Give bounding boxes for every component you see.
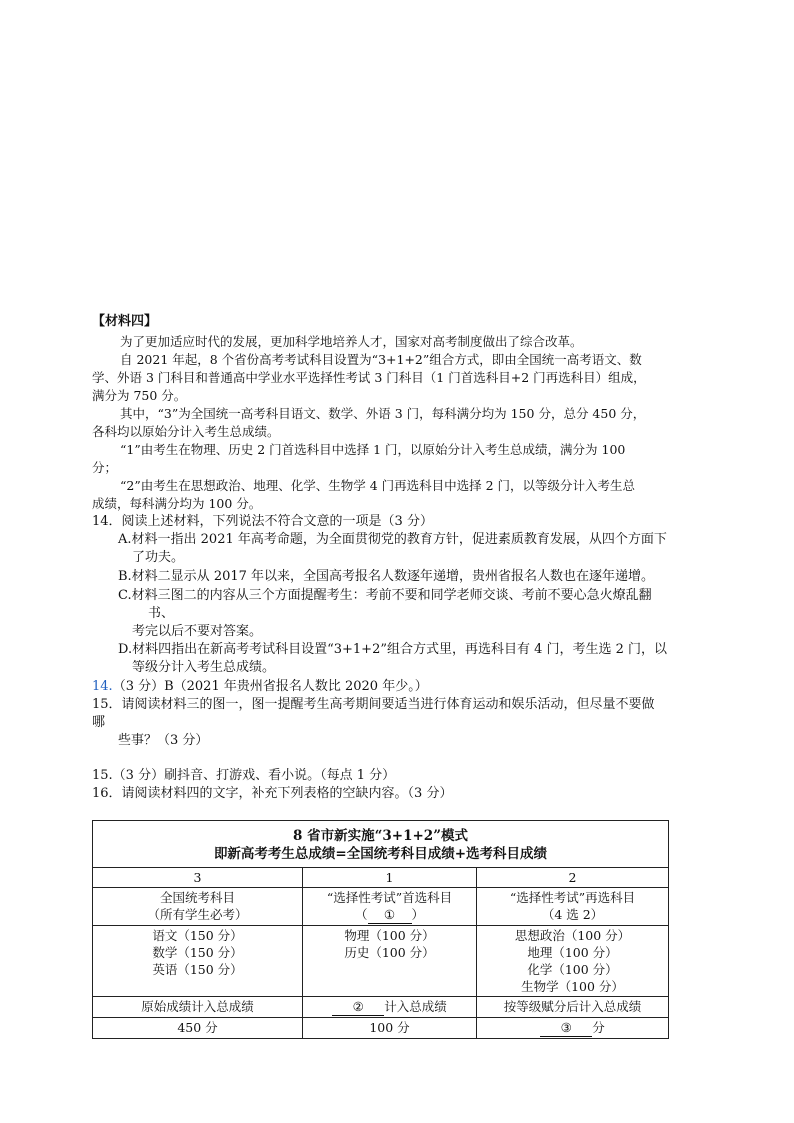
material4-paragraph-2-line-3: 满分为 750 分。 — [92, 388, 187, 403]
material4-paragraph-3-line-2: 各科均以原始分计入考生总成绩。 — [92, 424, 280, 439]
table-count-first-choice: 1 — [303, 868, 477, 888]
material4-paragraph-4-line-2: 分； — [92, 460, 118, 475]
table-score-second-choice — [477, 1018, 669, 1039]
subject-item: 思想政治（100 分） — [514, 928, 631, 943]
table-subjects-first-choice — [303, 926, 477, 997]
paren-close: ） — [411, 907, 425, 922]
answer-14-body: （3 分）B（2021 年贵州省报名人数比 2020 年少。） — [112, 679, 428, 694]
blank-2: ② — [332, 998, 384, 1016]
question-14-option-b: B.材料二显示从 2017 年以来，全国高考报名人数逐年递增，贵州省报名人数也在逐年递增。 — [118, 569, 655, 584]
subject-item: 生物学（100 分） — [521, 979, 624, 994]
question-14-option-a: A.材料一指出 2021 年高考命题，为全面贯彻党的教育方针，促进素质教育发展，从四个方面下 — [118, 532, 667, 547]
question-15-stem-cont: 哪 — [92, 715, 106, 730]
question-14-option-c-cont: 书、 — [148, 606, 175, 621]
table-title-line-2: 即新高考考生总成绩=全国统考科目成绩+选考科目成绩 — [213, 846, 548, 862]
type-second-choice-note: （4 选 2） — [541, 907, 604, 922]
table-count-unified: 3 — [93, 868, 303, 888]
subject-item: 化学（100 分） — [527, 962, 618, 977]
material4-paragraph-3-line-1: 其中，“3”为全国统一高考科目语文、数学、外语 3 门，每科满分均为 150 分，总分 450 分， — [120, 406, 646, 421]
table-title — [93, 821, 669, 868]
method-suffix: 计入总成绩 — [384, 999, 447, 1014]
type-second-choice-label: “选择性考试”再选科目 — [509, 890, 636, 905]
type-first-choice-blank-line — [306, 906, 473, 924]
type-first-choice-label: “选择性考试”首选科目 — [326, 890, 453, 905]
subject-item: 历史（100 分） — [344, 945, 435, 960]
question-14-answer — [92, 678, 428, 695]
table-count-second-choice: 2 — [477, 868, 669, 888]
table-type-unified — [93, 888, 303, 926]
table-method-unified: 原始成绩计入总成绩 — [93, 997, 303, 1018]
subject-item: 语文（150 分） — [152, 928, 243, 943]
subject-item: 英语（150 分） — [152, 962, 243, 977]
question-15-stem-cont-2: 些事？（3 分） — [118, 733, 209, 748]
subject-item: 物理（100 分） — [344, 928, 435, 943]
material4-paragraph-2-line-1: 自 2021 年起，8 个省份高考考试科目设置为“3+1+2”组合方式，即由全国统一高考语文、数 — [120, 352, 642, 367]
subject-item: 地理（100 分） — [527, 945, 618, 960]
score-suffix: 分 — [592, 1020, 605, 1035]
blank-1: ① — [368, 906, 412, 924]
question-15-stem: 15．请阅读材料三的图一，图一提醒考生高考期间要适当进行体育运动和娱乐活动，但尽量不要做 — [92, 697, 655, 712]
question-16-stem: 16．请阅读材料四的文字，补充下列表格的空缺内容。（3 分） — [92, 786, 453, 801]
table-score-unified: 450 分 — [93, 1018, 303, 1039]
material4-paragraph-1: 为了更加适应时代的发展，更加科学地培养人才，国家对高考制度做出了综合改革。 — [120, 334, 583, 349]
question-14-option-a-cont: 了功夫。 — [132, 550, 185, 565]
material4-paragraph-4-line-1: “1”由考生在物理、历史 2 门首选科目中选择 1 门，以原始分计入考生总成绩，满分为 100 — [120, 442, 626, 457]
gaokao-model-table — [92, 820, 669, 1039]
blank-3: ③ — [540, 1019, 592, 1037]
question-15-answer: 15.（3 分）刷抖音、打游戏、看小说。（每点 1 分） — [92, 768, 396, 783]
table-method-first-choice — [303, 997, 477, 1018]
subject-item: 数学（150 分） — [152, 945, 243, 960]
table-subjects-unified — [93, 926, 303, 997]
question-14-option-c-cont-2: 考完以后不要对答案。 — [132, 624, 263, 639]
answer-number-14: 14. — [92, 679, 113, 694]
table-type-second-choice — [477, 888, 669, 926]
material-heading: 【材料四】 — [92, 314, 158, 329]
question-14-option-d: D.材料四指出在新高考考试科目设置“3+1+2”组合方式里，再选科目有 4 门，考生选 2 门，以 — [118, 642, 668, 657]
table-score-first-choice: 100 分 — [303, 1018, 477, 1039]
type-unified-note: （所有学生必考） — [147, 907, 248, 922]
table-title-line-1: 8 省市新实施“3+1+2”模式 — [293, 828, 468, 844]
table-subjects-second-choice — [477, 926, 669, 997]
paren-open: （ — [354, 907, 368, 922]
question-14-option-c: C.材料三图二的内容从三个方面提醒考生：考前不要和同学老师交谈、考前不要心急火燎乱翻 — [118, 588, 652, 603]
material4-paragraph-2-line-2: 学、外语 3 门科目和普通高中学业水平选择性考试 3 门科目（1 门首选科目+2 门再选科目）组成， — [92, 370, 646, 385]
material4-paragraph-5-line-1: “2”由考生在思想政治、地理、化学、生物学 4 门再选科目中选择 2 门，以等级分计入考生总 — [120, 478, 636, 493]
table-type-first-choice — [303, 888, 477, 926]
question-14-stem: 14．阅读上述材料，下列说法不符合文意的一项是（3 分） — [92, 514, 433, 529]
question-14-option-d-cont: 等级分计入考生总成绩。 — [132, 660, 276, 675]
material4-paragraph-5-line-2: 成绩，每科满分均为 100 分。 — [92, 496, 262, 511]
table-method-second-choice: 按等级赋分后计入总成绩 — [477, 997, 669, 1018]
type-unified-label: 全国统考科目 — [159, 890, 235, 905]
